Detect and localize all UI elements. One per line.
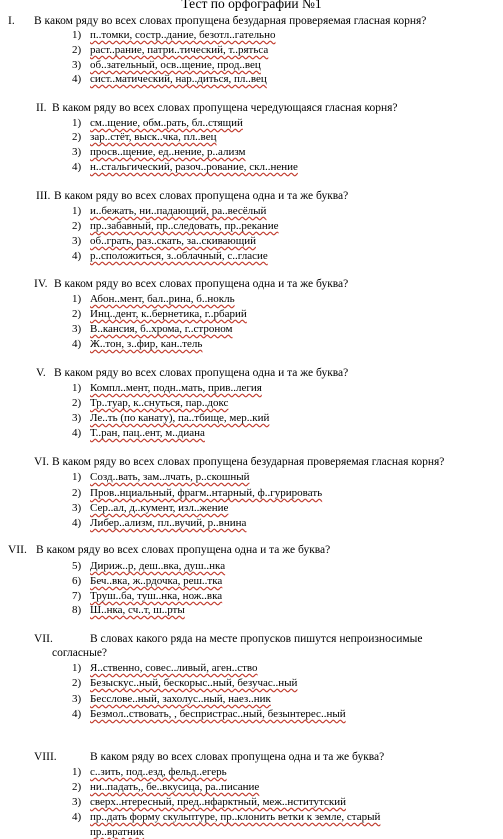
question-1-text: В каком ряду во всех словах пропущена безударная проверяемая гласная корня? <box>34 15 427 27</box>
question-1-number: I. <box>8 15 15 27</box>
test-page: Тест по орфографии №1 I. В каком ряду во всех словах пропущена безударная проверяемая гласная корня? 1) п..томки, состр..дание, безотл..гательно 2) раст..рание, патри..тический, т..рятьса 3) об..зательный, осв..щение, прод..вец 4) сист..матический, нар..диться, пл..вец II. В каком ряду во всех словах пропущена чередующаяся гласная корня? 1) см..щение, обм..рать, бл..стящий 2) зар..стёт, выск..чка, пл..вец 3) просв..щение, ед..нение, р..ализм 4) н..стальгический, разоч..рование, скл..нение III. В каком ряду во всех словах пропущена одна и та же буква? 1) и..бежать, ни..падающий, ра..весёлый 2) пр..забавный, пр..следовать, пр..рекание 3) об..грать, раз..скать, за..скивающий 4) р..сположиться, з..облачный, с..гласие IV. В каком ряду во всех словах пропущена одна и та же буква? 1) Абон..мент, бал..рина, б..нокль 2) Инц..дент, к..бернетика, г..рбарий 3) В..кансия, б..хрома, г..строном 4) Ж..тон, з..фир, кан..тель V. В каком ряду во всех словах пропущена одна и та же буква? 1) Компл..мент, подн..мать, прив..легия 2) Тр..туар, к..снуться, пар..докс 3) Ле..ть (по канату), па..тбище, мер..кий 4) Т..ран, пац..ент, м..диана VI. В каком ряду во всех словах пропущена безударная проверяемая гласная корня? 1) Созд..вать, зам..лчать, р..скошный 2) Пров..нциальный, фрагм..нтарный, ф..гурировать 3) Сер..ал, д..кумент, изл..жение 4) Либер..ализм, пл..вучий, р..внина VII. В каком ряду во всех словах пропущена одна и та же буква? 5) Дириж..р, деш..вка, душ..нка 6) Беч..вка, ж..рдочка, реш..тка 7) Труш..ба, туш..нка, нож..вка 8) Ш..нка, сч..т, ш..рты VII. В словах какого ряда на месте пропусков пишутся непроизносимые согласные? 1) Я..ственно, совес..ливый, аген..ство 2) Безыскус..ный, бескорыс..ный, безучас..ный 3) Бесслове..ный, захолус..ный, наез..ник 4) Безмол..ствовать, , беспристрас..ный, безынтерес..ный VIII. В каком ряду во всех словах пропущена одна и та же буква? 1) с..зить, под..езд, фельд..егерь 2) ни..падать,, бе..вкусица, ра..писание 3) сверх..нтересный, пред..нфарктный, меж..нститутский 4) пр..дать форму скульптуре, пр..клонить ветки к земле, старый пр..вратник <box>0 0 503 839</box>
question-9-heading: VIII. В каком ряду во всех словах пропущена одна и та же буква? <box>34 751 385 763</box>
question-8-heading-cont: согласные? <box>52 647 108 659</box>
question-1-heading <box>8 14 426 28</box>
question-7-heading: VII. В каком ряду во всех словах пропущена одна и та же буква? <box>8 544 331 556</box>
question-8-heading: VII. В словах какого ряда на месте пропусков пишутся непроизносимые <box>34 633 423 645</box>
question-4-heading: IV. В каком ряду во всех словах пропущена одна и та же буква? <box>34 278 349 290</box>
question-2-heading: II. В каком ряду во всех словах пропущена чередующаяся гласная корня? <box>36 102 398 114</box>
question-5-heading: V. В каком ряду во всех словах пропущена одна и та же буква? <box>36 367 349 379</box>
question-3-heading: III. В каком ряду во всех словах пропущена одна и та же буква? <box>36 190 349 202</box>
question-6-heading: VI. В каком ряду во всех словах пропущена безударная проверяемая гласная корня? <box>34 456 445 468</box>
page-title: Тест по орфографии №1 <box>181 0 322 11</box>
